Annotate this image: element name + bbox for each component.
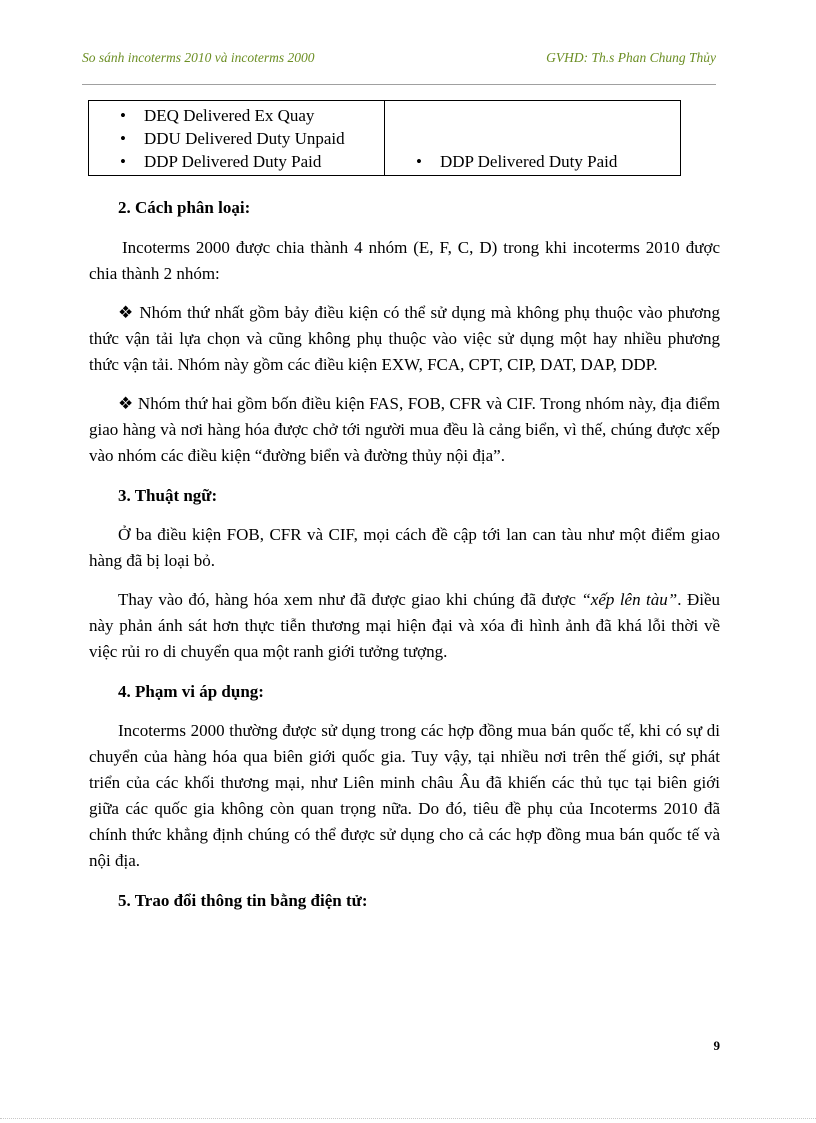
- table-cell-2000: [89, 101, 385, 176]
- table-row: [89, 101, 681, 176]
- running-header: [82, 50, 716, 72]
- paragraph-group-one: ❖ Nhóm thứ nhất gồm bảy điều kiện có thể sử dụng mà không phụ thuộc vào phương thức vận tải lựa chọn và cũng không phụ thuộc vào việc sử dụng một hay nhiều phương thức vận tải. Nhóm này gồm các điều kiện EXW, FCA, CPT, CIP, DAT, DAP, DDP.: [89, 303, 720, 374]
- list-item: • DEQ Delivered Ex Quay: [120, 106, 315, 125]
- bullet-icon: •: [416, 152, 422, 171]
- list-item: • DDP Delivered Duty Paid: [416, 152, 618, 171]
- incoterms-2000-list: [89, 104, 384, 173]
- bullet-icon: •: [120, 152, 126, 171]
- table-cell-2010: [385, 101, 681, 176]
- section-heading-electronic: 5. Trao đổi thông tin bằng điện tử:: [118, 891, 368, 910]
- header-divider: [82, 84, 716, 85]
- paragraph-terminology-1: Ở ba điều kiện FOB, CFR và CIF, mọi cách đề cập tới lan can tàu như một điểm giao hàng đã bị loại bỏ.: [89, 525, 720, 570]
- paragraph-classification-intro: Incoterms 2000 được chia thành 4 nhóm (E, F, C, D) trong khi incoterms 2010 được chia thành 2 nhóm:: [89, 238, 720, 283]
- diamond-bullet-icon: ❖: [118, 394, 134, 413]
- document-body: [89, 195, 721, 914]
- paragraph-group-two: ❖ Nhóm thứ hai gồm bốn điều kiện FAS, FOB, CFR và CIF. Trong nhóm này, địa điểm giao hàng và nơi hàng hóa được chở tới người mua đều là cảng biển, vì thế, chúng được xếp vào nhóm các điều kiện “đường biển và đường thủy nội địa”.: [89, 394, 721, 465]
- page-bottom-divider: [0, 1118, 816, 1119]
- section-heading-scope: 4. Phạm vi áp dụng:: [118, 682, 264, 701]
- list-item: • DDU Delivered Duty Unpaid: [120, 129, 345, 148]
- emphasis-on-board: “xếp lên tàu”: [581, 590, 678, 609]
- comparison-table: [88, 100, 681, 176]
- diamond-bullet-icon: ❖: [118, 303, 135, 322]
- bullet-icon: •: [120, 129, 126, 148]
- page-number: 9: [713, 1038, 720, 1053]
- section-heading-classification: 2. Cách phân loại:: [118, 198, 251, 217]
- incoterms-2010-list: [385, 150, 680, 173]
- header-title: So sánh incoterms 2010 và incoterms 2000: [82, 50, 315, 65]
- paragraph-terminology-2: Thay vào đó, hàng hóa xem như đã được giao khi chúng đã được “xếp lên tàu”. Điều này phản ánh sát hơn thực tiễn thương mại hiện đại và xóa đi hình ảnh đã khá lỗi thời về việc rủi ro di chuyển qua một ranh giới tưởng tượng.: [89, 590, 720, 661]
- list-item: • DDP Delivered Duty Paid: [120, 152, 322, 171]
- paragraph-scope: Incoterms 2000 thường được sử dụng trong các hợp đồng mua bán quốc tế, khi có sự di chuyển của hàng hóa qua biên giới quốc gia. Tuy vậy, tại nhiều nơi trên thế giới, sự phát triển của các khối thương mại, như Liên minh châu Âu đã khiến các thủ tục tại biên giới giữa các quốc gia không còn quan trọng nữa. Do đó, tiêu đề phụ của Incoterms 2010 đã chính thức khẳng định chúng có thể được sử dụng cho cả các hợp đồng mua bán quốc tế và nội địa.: [89, 721, 720, 870]
- bullet-icon: •: [120, 106, 126, 125]
- header-instructor: GVHD: Th.s Phan Chung Thủy: [546, 50, 716, 65]
- section-heading-terminology: 3. Thuật ngữ:: [118, 486, 218, 505]
